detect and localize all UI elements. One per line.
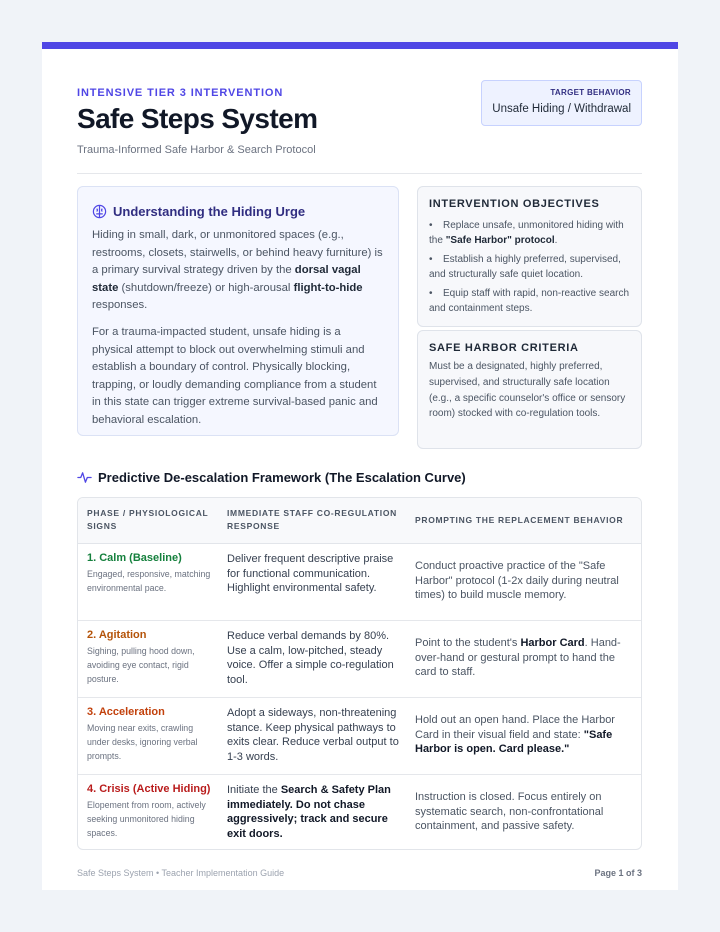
text-run: Hiding in small, dark, or unmonitored spaces (e.g., restrooms, closets, stairwells, or behind heavy furniture) is a primary survival strategy driven by the (92, 229, 383, 277)
prompt-cell (415, 790, 633, 834)
phase-cell (87, 783, 215, 841)
phase-signs: Elopement from room, actively seeking unmonitored hiding spaces. (87, 800, 206, 839)
target-behavior-value: Unsafe Hiding / Withdrawal (492, 103, 631, 115)
text-run: Replace unsafe, unmonitored hiding with the (429, 220, 624, 246)
understanding-paragraph-2: For a trauma-impacted student, unsafe hiding is a physical attempt to block out overwhelming stimuli and establish a boundary of control. Physically blocking, trapping, or loudly demanding compliance from a student in this state can trigger extreme survival-based panic and behavioral escalation. (92, 325, 378, 426)
response-cell (227, 552, 401, 596)
escalation-table (77, 497, 642, 850)
pulse-icon (77, 470, 92, 485)
header-phase: PHASE / PHYSIOLOGICAL SIGNS (87, 508, 209, 531)
phase-cell (87, 552, 215, 595)
text-run: Initiate the (227, 784, 281, 796)
phase-name: 2. Agitation (87, 629, 147, 641)
text-run: Reduce verbal demands by 80%. Use a calm, low-pitched, steady voice. Offer a simple co-regulation tool. (227, 630, 394, 686)
criteria-body: Must be a designated, highly preferred, supervised, and structurally safe location (e.g., a specific counselor's office or sensory room) stocked with co-regulation tools. (429, 361, 626, 420)
phase-name: 3. Acceleration (87, 706, 165, 718)
text-run: Deliver frequent descriptive praise for functional communication. Highlight environmental safety. (227, 553, 394, 594)
page-subtitle: Trauma-Informed Safe Harbor & Search Protocol (77, 144, 316, 156)
list-item (429, 253, 630, 282)
understanding-panel (77, 186, 399, 436)
page-title: Safe Steps System (77, 103, 318, 134)
prompt-cell (415, 636, 633, 680)
framework-heading: Predictive De-escalation Framework (The Escalation Curve) (98, 469, 466, 485)
page-header (77, 87, 642, 174)
text-run: . Hand-over-hand or gestural prompt to hand the card to staff. (415, 637, 621, 678)
response-cell (227, 629, 401, 687)
term-flight-to-hide: flight-to-hide (293, 281, 363, 294)
list-item (429, 219, 630, 248)
text-run: Hold out an open hand. Place the Harbor Card in their visual field and state: (415, 714, 615, 741)
phase-signs: Moving near exits, crawling under desks, ignoring verbal prompts. (87, 723, 198, 762)
text-run: Point to the student's (415, 637, 521, 649)
bold-run: "Safe Harbor is open. Card please." (415, 728, 613, 755)
tier-label: INTENSIVE TIER 3 INTERVENTION (77, 87, 284, 99)
document-page (42, 42, 678, 890)
bullet-icon: • (429, 254, 433, 266)
bullet-icon: • (429, 220, 433, 231)
understanding-heading: Understanding the Hiding Urge (113, 203, 306, 219)
objectives-title: INTERVENTION OBJECTIVES (429, 198, 600, 210)
table-header (78, 498, 641, 544)
phase-name: 4. Crisis (Active Hiding) (87, 783, 211, 795)
objectives-card (417, 186, 642, 327)
footer-page-number: Page 1 of 3 (594, 868, 642, 878)
bold-run: Harbor Card (520, 637, 585, 649)
table-row (78, 543, 641, 621)
phase-name: 1. Calm (Baseline) (87, 552, 182, 564)
list-item (429, 287, 630, 316)
target-behavior-box (481, 80, 642, 126)
bold-run: Search & Safety Plan immediately. Do not chase aggressively; track and secure exit doors. (227, 784, 391, 840)
understanding-header (92, 202, 384, 220)
brain-icon (92, 204, 107, 219)
text-run: Adopt a sideways, non-threatening stance. Keep physical pathways to exits clear. Reduce verbal output to 1-3 words. (227, 707, 399, 763)
objectives-list (429, 219, 630, 317)
header-response: IMMEDIATE STAFF CO-REGULATION RESPONSE (227, 508, 397, 531)
prompt-cell (415, 713, 633, 757)
target-behavior-label: TARGET BEHAVIOR (550, 88, 631, 97)
text-run: responses. (92, 299, 148, 312)
framework-header (77, 469, 466, 485)
text-run: . (554, 234, 558, 246)
prompt-cell (415, 559, 633, 603)
phase-cell (87, 629, 215, 687)
response-cell (227, 783, 401, 841)
footer-guide-title: Safe Steps System • Teacher Implementation Guide (77, 868, 285, 878)
phase-signs: Sighing, pulling hood down, avoiding eye contact, rigid posture. (87, 646, 195, 685)
phase-cell (87, 706, 215, 764)
text-run: Instruction is closed. Focus entirely on systematic search, non-confrontational containment, and passive safety. (415, 791, 604, 832)
text-run: Conduct proactive practice of the "Safe Harbor" protocol (1-2x daily during neutral times) to build muscle memory. (415, 560, 619, 601)
bold-run: "Safe Harbor" protocol (445, 234, 555, 246)
response-cell (227, 706, 401, 764)
text-run: Establish a highly preferred, supervised, and structurally safe quiet location. (429, 254, 621, 280)
table-row (78, 620, 641, 698)
table-row (78, 774, 641, 850)
text-run: (shutdown/freeze) or high-arousal (118, 281, 294, 294)
text-run: Equip staff with rapid, non-reactive search and containment steps. (429, 288, 630, 314)
term-dorsal-vagal: dorsal vagal state (92, 264, 361, 294)
table-row (78, 697, 641, 775)
understanding-paragraph-1 (92, 227, 384, 315)
criteria-card (417, 330, 642, 449)
bullet-icon: • (429, 288, 433, 300)
header-prompt: PROMPTING THE REPLACEMENT BEHAVIOR (415, 515, 624, 525)
phase-signs: Engaged, responsive, matching environmental pace. (87, 569, 211, 594)
criteria-title: SAFE HARBOR CRITERIA (429, 342, 579, 354)
